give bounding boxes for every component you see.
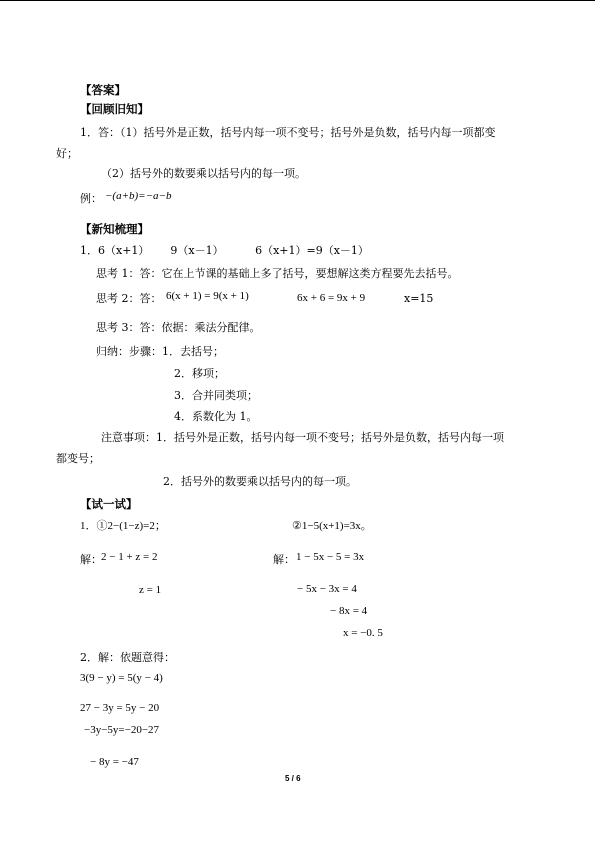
solution-right-step-2: − 5x − 3x = 4: [297, 583, 357, 595]
try-it-heading: 【试一试】: [80, 497, 138, 511]
note-1-cont: 都变号；: [56, 452, 100, 465]
summary-step-2: 2．移项；: [174, 367, 225, 380]
question-1-left: 1．①2−(1−z)=2；: [80, 520, 166, 532]
solution-right-label: 解：: [273, 553, 295, 566]
solution-right-step-4: x = −0. 5: [343, 627, 383, 639]
solution-left-step-1: 2 − 1 + z = 2: [101, 551, 158, 563]
solution-left-label: 解：: [80, 553, 102, 566]
note-1: 注意事项：1．括号外是正数，括号内每一项不变号；括号外是负数，括号内每一项: [101, 431, 504, 444]
solution-right-step-1: 1 − 5x − 5 = 3x: [296, 551, 365, 563]
summary-step-3: 3．合并同类项；: [174, 389, 258, 402]
question-2: 2．解：依题意得：: [80, 651, 175, 664]
example-label: 例：: [80, 192, 102, 205]
think-2-expression-1: 6(x + 1) = 9(x + 1): [166, 290, 249, 302]
solution-left-step-2: z = 1: [139, 584, 162, 596]
new-knowledge-heading: 【新知梳理】: [80, 222, 149, 236]
summary-step-1: 归纳：步骤：1．去括号；: [96, 345, 224, 358]
question-2-step-2: 27 − 3y = 5y − 20: [80, 702, 160, 714]
question-2-step-4: − 8y = −47: [90, 756, 139, 768]
review-line-1: 1．答：（1）括号外是正数，括号内每一项不变号；括号外是负数，括号内每一项都变: [80, 126, 496, 139]
new-knowledge-line-1: 1．6（x+1） 9（x－1） 6（x+1）=9（x－1）: [80, 244, 369, 257]
question-2-step-1: 3(9 − y) = 5(y − 4): [80, 672, 163, 684]
page-number: 5 / 6: [285, 774, 301, 783]
answer-heading: 【答案】: [80, 83, 126, 97]
think-3: 思考 3：答：依据：乘法分配律。: [96, 321, 261, 334]
review-heading: 【回顾旧知】: [80, 102, 149, 116]
example-expression: −(a+b)=−a−b: [105, 190, 172, 202]
think-2-label: 思考 2：答：: [96, 292, 162, 305]
note-2: 2．括号外的数要乘以括号内的每一项。: [163, 475, 357, 488]
think-1: 思考 1：答：它在上节课的基础上多了括号，要想解这类方程要先去括号。: [96, 267, 459, 280]
question-1-right: ②1−5(x+1)=3x。: [292, 520, 372, 532]
solution-right-step-3: − 8x = 4: [330, 605, 368, 617]
think-2-result: x=15: [404, 292, 434, 305]
review-line-2: （2）括号外的数要乘以括号内的每一项。: [101, 167, 306, 180]
summary-step-4: 4．系数化为 1。: [174, 410, 258, 423]
review-line-1-cont: 好；: [56, 147, 78, 160]
question-2-step-3: −3y−5y=−20−27: [84, 724, 160, 736]
think-2-expression-2: 6x + 6 = 9x + 9: [297, 292, 366, 304]
page-top-border: [0, 0, 595, 1]
